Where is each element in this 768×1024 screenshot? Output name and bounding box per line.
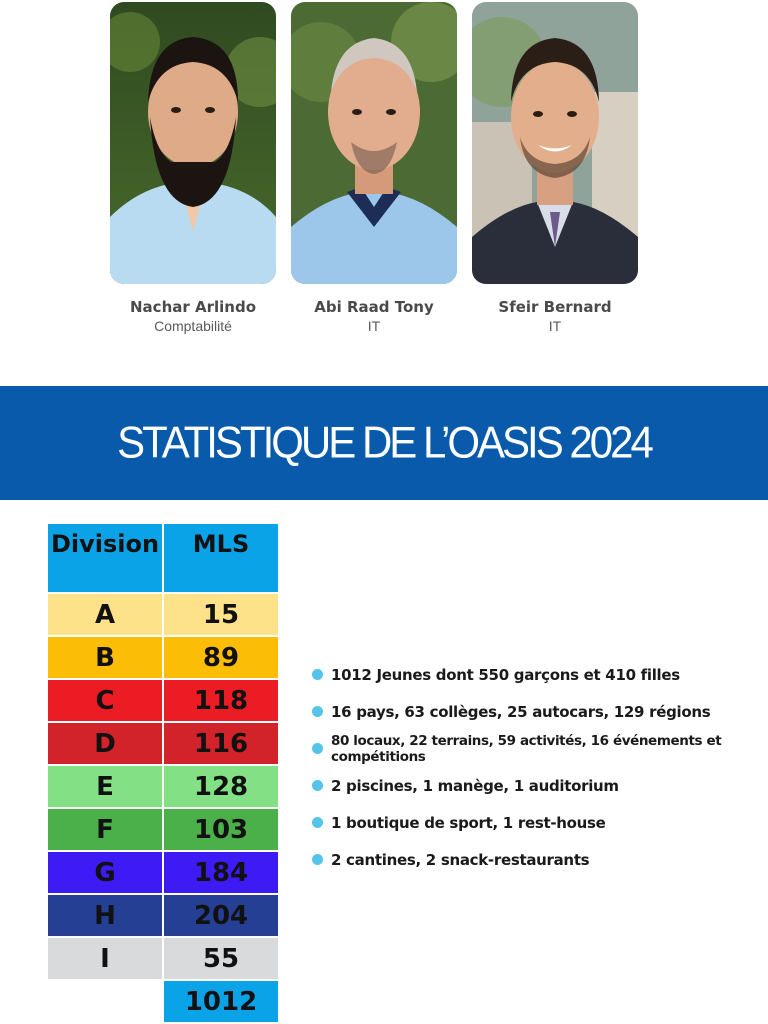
mls-cell: 128 [163,765,279,808]
table-row [47,937,279,980]
fact-text: 2 piscines, 1 manège, 1 auditorium [331,776,619,795]
table-row [47,894,279,937]
staff-role: IT [367,318,381,334]
staff-photo [472,2,638,284]
fact-item [312,730,768,767]
table-row [47,765,279,808]
mls-cell: 103 [163,808,279,851]
division-cell: E [47,765,163,808]
division-cell: C [47,679,163,722]
mls-cell: 55 [163,937,279,980]
mls-cell: 204 [163,894,279,937]
staff-section [0,0,768,360]
division-cell: H [47,894,163,937]
staff-name: Abi Raad Tony [314,298,434,316]
division-cell: B [47,636,163,679]
division-table [46,522,280,1024]
fact-text: 2 cantines, 2 snack-restaurants [331,850,590,869]
header-mls: MLS [163,523,279,593]
staff-photo [110,2,276,284]
staff-name: Sfeir Bernard [498,298,612,316]
mls-cell: 89 [163,636,279,679]
staff-card [291,2,457,334]
mls-cell: 15 [163,593,279,636]
mls-cell: 116 [163,722,279,765]
facts-list [312,656,768,878]
fact-item [312,656,768,693]
stats-banner [0,386,768,500]
staff-card [110,2,276,334]
table-row [47,851,279,894]
bullet-icon [312,817,323,828]
fact-text: 80 locaux, 22 terrains, 59 activités, 16 événements et compétitions [331,732,722,765]
staff-card [472,2,638,334]
table-row [47,808,279,851]
header-division: Division [47,523,163,593]
bullet-icon [312,854,323,865]
division-cell: G [47,851,163,894]
fact-text: 1 boutique de sport, 1 rest-house [331,813,606,832]
bullet-icon [312,669,323,680]
staff-role: Comptabilité [154,318,232,334]
division-cell: I [47,937,163,980]
staff-role: IT [548,318,562,334]
table-row [47,593,279,636]
division-cell: D [47,722,163,765]
staff-photo [291,2,457,284]
division-cell: F [47,808,163,851]
bullet-icon [312,780,323,791]
fact-item [312,804,768,841]
total-row [47,980,279,1023]
mls-cell: 118 [163,679,279,722]
bullet-icon [312,706,323,717]
division-cell: A [47,593,163,636]
staff-name: Nachar Arlindo [130,298,256,316]
fact-item [312,767,768,804]
empty-cell [47,980,163,1023]
table-row [47,722,279,765]
banner-title: STATISTIQUE DE L’OASIS 2024 [117,417,651,468]
bullet-icon [312,743,323,754]
fact-text: 1012 Jeunes dont 550 garçons et 410 filles [331,665,680,684]
fact-item [312,841,768,878]
table-row [47,679,279,722]
fact-item [312,693,768,730]
total-cell: 1012 [163,980,279,1023]
mls-cell: 184 [163,851,279,894]
table-row [47,636,279,679]
fact-text: 16 pays, 63 collèges, 25 autocars, 129 régions [331,702,711,721]
